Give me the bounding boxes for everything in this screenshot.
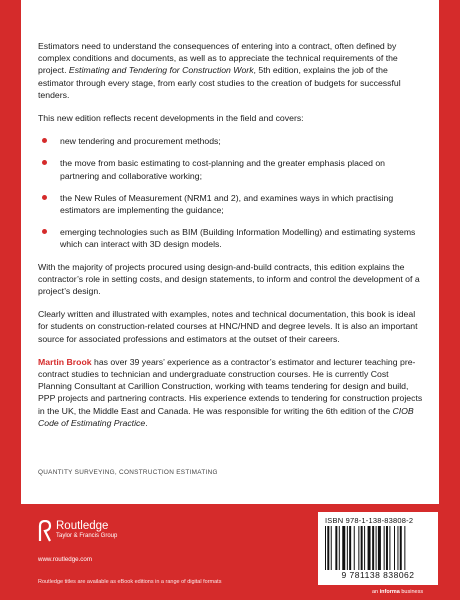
isbn-label: ISBN 978-1-138-83808-2: [325, 516, 414, 525]
barcode-digits: 9 781138 838062: [341, 570, 415, 580]
publisher-logo: [38, 520, 117, 542]
design-build-paragraph: With the majority of projects procured using design-and-build contracts, this edition explains the contractor’s role in setting costs, and design statements, to inform and control the development of a project’s design.: [38, 261, 420, 297]
list-item-text: emerging technologies such as BIM (Building Information Modelling) and estimating systems which can interact with 3D design models.: [60, 227, 416, 250]
intro-text-end: , 5th edition, explains the job of the estimator through every stage, from early cost studies to the creation of budgets for successful tenders.: [38, 65, 401, 100]
audience-paragraph: Clearly written and illustrated with examples, notes and technical documentation, this book is ideal for students on construction-related courses at HNC/HND and degree levels. It is also an important source for associated professions and estimators at the outset of their careers.: [38, 309, 418, 344]
bullet-icon: [42, 160, 47, 165]
list-item: [38, 226, 423, 250]
feature-list: [38, 135, 423, 250]
informa-tagline: [372, 589, 423, 595]
informa-prefix: an: [372, 589, 379, 595]
barcode-icon: [325, 526, 431, 570]
intro-paragraph: [38, 40, 423, 101]
barcode-box: [318, 512, 438, 585]
author-name: Martin Brook: [38, 356, 92, 367]
list-item-text: the New Rules of Measurement (NRM1 and 2), and examines ways in which practising estimators are implementing the guidance;: [60, 192, 394, 216]
code-title: CIOB Code of Estimating Practice: [38, 405, 414, 428]
list-item-text: new tendering and procurement methods;: [60, 136, 221, 147]
publisher-name: Routledge: [56, 520, 109, 532]
publisher-url[interactable]: www.routledge.com: [38, 556, 92, 563]
bullet-icon: [42, 138, 47, 143]
author-bio-text: has over 39 years’ experience as a contractor’s estimator and lecturer teaching pre-contract studies to technician and undergraduate construction courses. He is currently Cost Planning Consultant at Carillion Construction, working with teams tendering for design and build, PPP projects and partnering contracts. His experience extends to tendering for construction projects in the UK, the Middle East and Canada. He was responsible for writing the 6th edition of the: [38, 356, 423, 416]
ebook-note: Routledge titles are available as eBook editions in a range of digital formats: [38, 579, 222, 585]
subject-category: QUANTITY SURVEYING, CONSTRUCTION ESTIMATING: [38, 469, 218, 476]
informa-suffix: business: [401, 589, 424, 595]
informa-name: informa: [379, 589, 400, 595]
author-bio-end: .: [145, 417, 148, 428]
intro-text: Estimators need to understand the consequences of entering into a contract, often defined by complex conditions and documents, as well as to appreciate the technical requirements of the project.: [38, 41, 398, 76]
bullet-icon: [42, 229, 47, 234]
list-item: [38, 135, 423, 147]
list-item: [38, 192, 423, 216]
author-bio: [38, 356, 423, 429]
new-edition-lead: This new edition reflects recent developments in the field and covers:: [38, 113, 304, 124]
book-title: Estimating and Tendering for Construction Work: [68, 65, 254, 76]
publisher-group: Taylor & Francis Group: [56, 533, 118, 539]
list-item-text: the move from basic estimating to cost-planning and the greater emphasis placed on partnering and collaborative working;: [60, 158, 385, 181]
list-item: [38, 157, 423, 181]
blurb: [38, 40, 423, 440]
routledge-logo-icon: [38, 520, 52, 542]
bullet-icon: [42, 195, 47, 200]
